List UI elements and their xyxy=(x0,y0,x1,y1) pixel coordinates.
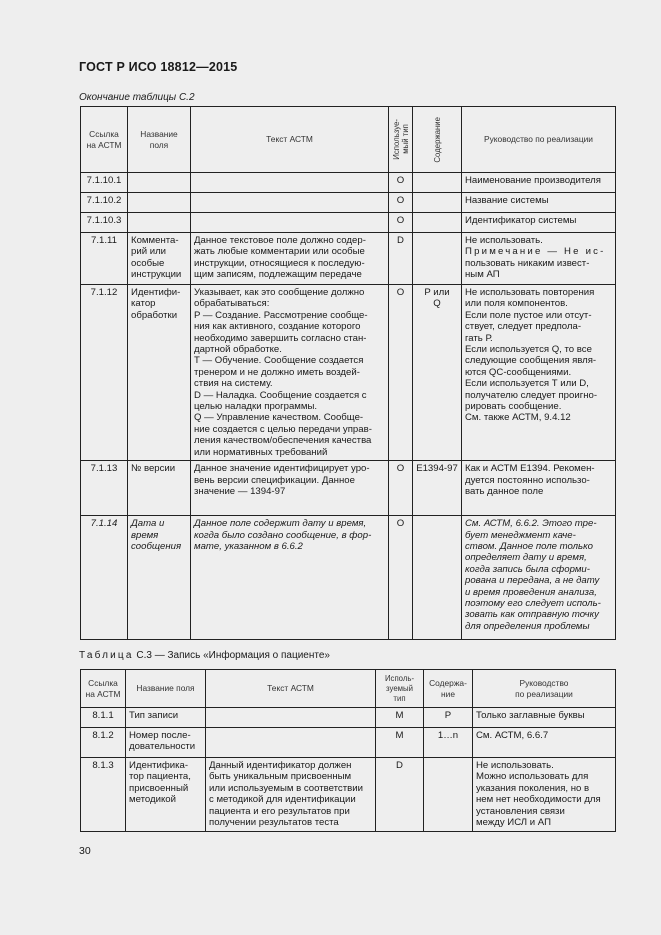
cell-text: Данный идентификатор должен быть уникальным присвоенным или используемым в соответствии с методикой для идентификации пациента и его результатов при получении результатов теста xyxy=(206,758,376,832)
cell-field: Идентифика- тор пациента, присвоенный методикой xyxy=(126,758,206,832)
table-row xyxy=(81,173,616,193)
header-text: Текст АСТМ xyxy=(206,670,376,708)
cell-ref: 7.1.12 xyxy=(81,285,128,461)
cell-type: O xyxy=(389,213,413,233)
table-row xyxy=(81,758,616,832)
cell-field: Идентифи- катор обработки xyxy=(128,285,191,461)
cell-field: Коммента- рий или особые инструкции xyxy=(128,233,191,285)
table-row xyxy=(81,516,616,640)
cell-content: E1394-97 xyxy=(413,461,462,516)
table-row xyxy=(81,461,616,516)
cell-ref: 7.1.10.1 xyxy=(81,173,128,193)
cell-ref: 7.1.11 xyxy=(81,233,128,285)
cell-type: D xyxy=(376,758,424,832)
cell-ref: 7.1.13 xyxy=(81,461,128,516)
cell-content xyxy=(413,193,462,213)
cell-field: Номер после- довательности xyxy=(126,728,206,758)
cell-guide: Наименование производителя xyxy=(462,173,616,193)
table-c3-caption xyxy=(79,650,330,661)
cell-ref: 7.1.10.3 xyxy=(81,213,128,233)
table-c2 xyxy=(80,106,616,640)
caption-rest: С.3 — Запись «Информация о пациенте» xyxy=(136,650,330,661)
cell-text: Данное текстовое поле должно содер- жать любые комментарии или особые инструкции, относящиеся к последую- щим записям, подлежащим передаче xyxy=(191,233,389,285)
cell-text: Данное поле содержит дату и время, когда было создано сообщение, в фор- мате, указанном в 6.6.2 xyxy=(191,516,389,640)
cell-guide: Название системы xyxy=(462,193,616,213)
header-content: Содержание xyxy=(432,116,442,163)
cell-field xyxy=(128,193,191,213)
cell-ref: 8.1.2 xyxy=(81,728,126,758)
cell-content xyxy=(413,213,462,233)
header-type: Используе- мый тип xyxy=(391,119,410,160)
table-c2-caption: Окончание таблицы С.2 xyxy=(79,92,195,103)
cell-content: P xyxy=(424,708,473,728)
header-ref: Ссылка на АСТМ xyxy=(81,107,128,173)
cell-ref: 8.1.1 xyxy=(81,708,126,728)
cell-text xyxy=(191,193,389,213)
cell-content: P или Q xyxy=(413,285,462,461)
caption-prefix: Таблица xyxy=(79,650,134,661)
table-row xyxy=(81,708,616,728)
table-row xyxy=(81,728,616,758)
header-field: Название поля xyxy=(128,107,191,173)
guide-line: Не использовать. xyxy=(465,235,543,246)
cell-guide: См. АСТМ, 6.6.2. Этого тре- бует менеджмент каче- ством. Данное поле только определяет дату и время, когда запись была сформи- рована и передана, а не дату и время проведения анализа, поэтому его следует исполь- зовать как отправную точку для определения проблемы xyxy=(462,516,616,640)
cell-type: O xyxy=(389,516,413,640)
cell-guide: Как и АСТМ E1394. Рекомен- дуется постоянно использо- вать данное поле xyxy=(462,461,616,516)
cell-guide: Только заглавные буквы xyxy=(473,708,616,728)
cell-field: Дата и время сообщения xyxy=(128,516,191,640)
page-number: 30 xyxy=(79,845,91,857)
table-c2-header-row xyxy=(81,107,616,173)
cell-type: D xyxy=(389,233,413,285)
cell-guide: Не использовать. Можно использовать для указания поколения, но в нем нет необходимости для установления связи между ИСЛ и АП xyxy=(473,758,616,832)
header-ref: Ссылка на АСТМ xyxy=(81,670,126,708)
cell-text xyxy=(206,708,376,728)
cell-field xyxy=(128,213,191,233)
cell-type: M xyxy=(376,708,424,728)
cell-field xyxy=(128,173,191,193)
cell-ref: 7.1.10.2 xyxy=(81,193,128,213)
cell-field: Тип записи xyxy=(126,708,206,728)
header-content: Содержа- ние xyxy=(424,670,473,708)
cell-text: Указывает, как это сообщение должно обрабатываться: P — Создание. Рассмотрение сообще- ния как активного, создание которого необходимо завершить согласно стан- дартной обработке. Т — Обучение. Сообщение создается тренером и не должно иметь воздей- ствия на систему. D — Наладка. Сообщение создается с целью наладки программы. Q — Управление качеством. Сообще- ние создается с целью передачи управ- ления качеством/обеспечения качества или нормативных требований xyxy=(191,285,389,461)
table-row xyxy=(81,213,616,233)
cell-guide xyxy=(462,233,616,285)
document-header: ГОСТ Р ИСО 18812—2015 xyxy=(79,60,238,74)
header-guide: Руководство по реализации xyxy=(473,670,616,708)
header-type: Исполь- зуемый тип xyxy=(376,670,424,708)
cell-guide: Идентификатор системы xyxy=(462,213,616,233)
cell-text xyxy=(191,213,389,233)
cell-content: 1…n xyxy=(424,728,473,758)
header-guide: Руководство по реализации xyxy=(462,107,616,173)
table-c3 xyxy=(80,669,616,832)
cell-guide: Не использовать повторения или поля компонентов. Если поле пустое или отсут- ствует, следует предпола- гать Р. Если используется Q, то все следующие сообщения явля- ются QC-сообщениями. Если используется Т или D, получателю следует проигно- рировать сообщение. См. также АСТМ, 9.4.12 xyxy=(462,285,616,461)
table-c3-header-row xyxy=(81,670,616,708)
guide-line: пользовать никаким извест- xyxy=(465,257,590,269)
cell-content xyxy=(424,758,473,832)
cell-ref: 7.1.14 xyxy=(81,516,128,640)
table-row xyxy=(81,193,616,213)
header-field: Название поля xyxy=(126,670,206,708)
cell-type: O xyxy=(389,173,413,193)
cell-content xyxy=(413,173,462,193)
cell-guide: См. АСТМ, 6.6.7 xyxy=(473,728,616,758)
cell-content xyxy=(413,233,462,285)
cell-text xyxy=(191,173,389,193)
guide-line: ным АП xyxy=(465,269,500,281)
cell-type: O xyxy=(389,285,413,461)
table-row xyxy=(81,233,616,285)
cell-type: O xyxy=(389,193,413,213)
cell-type: O xyxy=(389,461,413,516)
cell-ref: 8.1.3 xyxy=(81,758,126,832)
table-row xyxy=(81,285,616,461)
cell-content xyxy=(413,516,462,640)
cell-field: № версии xyxy=(128,461,191,516)
cell-text: Данное значение идентифицирует уро- вень версии спецификации. Данное значение — 1394-97 xyxy=(191,461,389,516)
note-line: Примечание — Не ис- xyxy=(465,246,606,258)
cell-type: M xyxy=(376,728,424,758)
cell-text xyxy=(206,728,376,758)
header-text: Текст АСТМ xyxy=(191,107,389,173)
